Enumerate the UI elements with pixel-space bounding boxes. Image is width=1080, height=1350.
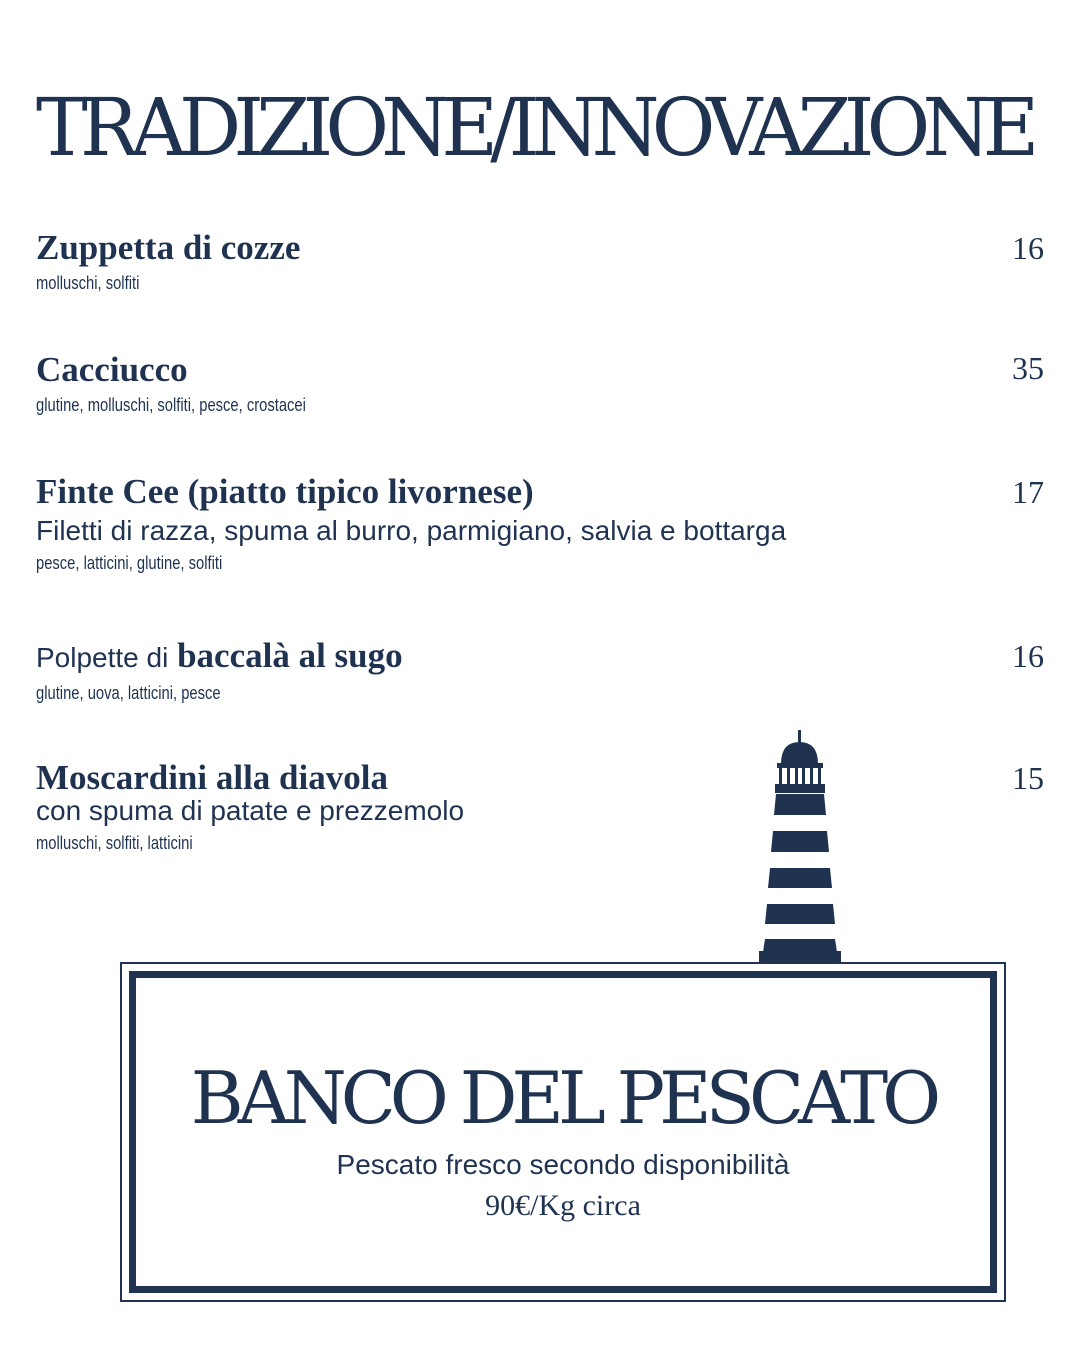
item-price: 17 — [1012, 474, 1044, 510]
menu-item-moscardini — [36, 758, 1044, 856]
fish-counter-box — [120, 962, 1006, 1302]
item-name-main: baccalà al sugo — [177, 636, 403, 675]
item-price: 35 — [1012, 350, 1044, 386]
item-allergens: molluschi, solfiti — [36, 273, 140, 293]
menu-item-finte-cee — [36, 472, 1044, 576]
item-name: Moscardini alla diavola — [36, 758, 388, 797]
fish-counter-subtitle: Pescato fresco secondo disponibilità — [336, 1149, 790, 1180]
item-price: 16 — [1012, 230, 1044, 266]
menu-item-polpette — [36, 636, 1044, 706]
item-name-prefix: Polpette di — [36, 642, 169, 673]
item-price: 15 — [1012, 760, 1044, 796]
item-price: 16 — [1012, 638, 1044, 674]
fish-counter-price: 90€/Kg circa — [485, 1189, 641, 1222]
item-description: con spuma di patate e prezzemolo — [36, 795, 465, 826]
item-allergens: pesce, latticini, glutine, solfiti — [36, 553, 223, 573]
lighthouse-icon — [755, 728, 845, 966]
item-name: Cacciucco — [36, 350, 188, 389]
menu-item-cacciucco — [36, 350, 1044, 418]
item-allergens: glutine, molluschi, solfiti, pesce, crostacei — [36, 395, 306, 415]
menu-item-zuppetta — [36, 228, 1044, 296]
item-name: Finte Cee (piatto tipico livornese) — [36, 472, 534, 511]
item-description: Filetti di razza, spuma al burro, parmigiano, salvia e bottarga — [36, 515, 787, 546]
item-name: Zuppetta di cozze — [36, 228, 301, 267]
item-allergens: glutine, uova, latticini, pesce — [36, 683, 221, 703]
item-allergens: molluschi, solfiti, latticini — [36, 833, 193, 853]
page-title: TRADIZIONE/INNOVAZIONE — [36, 81, 1032, 174]
item-name — [36, 636, 1044, 678]
fish-counter-title: BANCO DEL PESCATO — [190, 1056, 936, 1140]
